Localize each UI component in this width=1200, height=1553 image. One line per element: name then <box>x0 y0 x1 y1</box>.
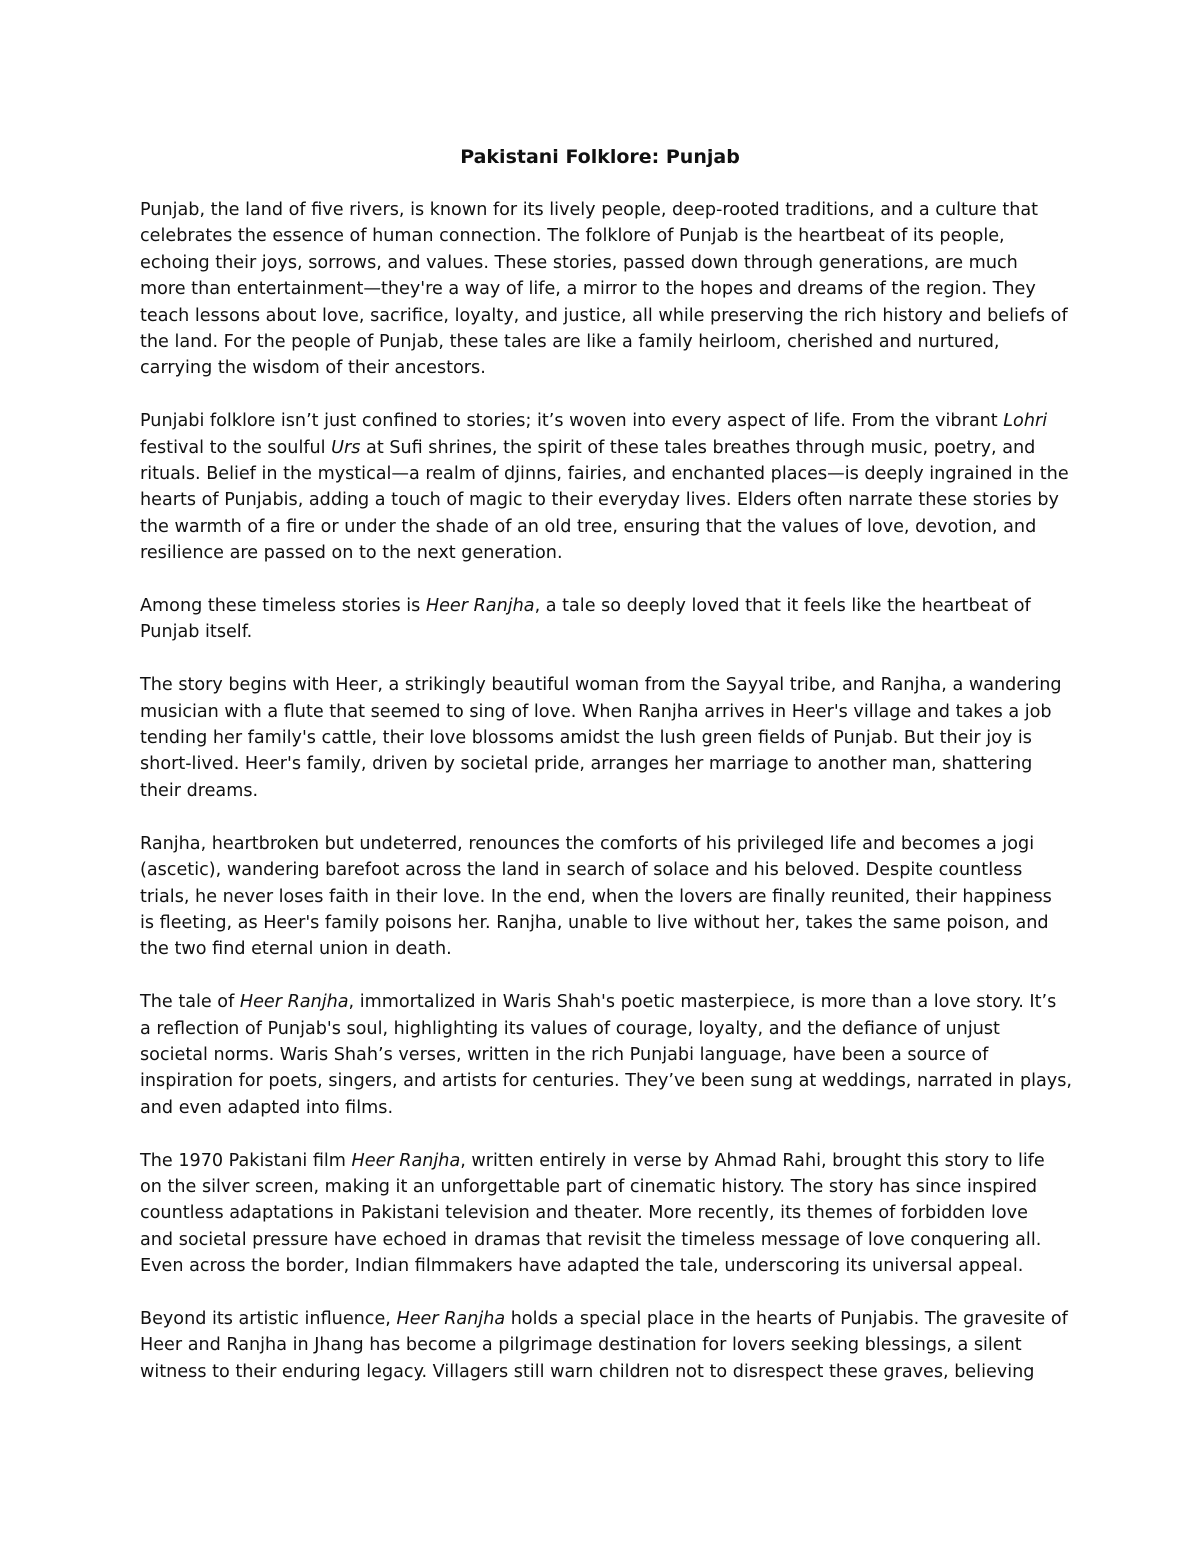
text-line <box>140 303 1070 329</box>
text-line <box>140 514 1070 540</box>
text-run: the two find eternal union in death. <box>140 939 452 960</box>
text-run: Punjab, the land of five rivers, is known for its lively people, deep-rooted traditions, and a culture that <box>140 200 1039 220</box>
text-line <box>140 408 1070 434</box>
text-line <box>140 593 1070 619</box>
text-line <box>140 1359 1070 1385</box>
text-run: festival to the soulful <box>140 437 332 458</box>
text-line <box>140 619 1070 645</box>
text-run: echoing their joys, sorrows, and values. These stories, passed down through generations, are much <box>140 252 1018 273</box>
text-line <box>140 1253 1070 1279</box>
text-run: celebrates the essence of human connection. The folklore of Punjab is the heartbeat of its people, <box>140 226 1005 247</box>
text-line <box>140 1306 1070 1332</box>
text-run: hearts of Punjabis, adding a touch of magic to their everyday lives. Elders often narrate these stories by <box>140 490 1059 511</box>
text-run: The 1970 Pakistani film <box>140 1150 352 1171</box>
text-line <box>140 1200 1070 1226</box>
text-run: Ranjha, heartbroken but undeterred, renounces the comforts of his privileged life and becomes a jogi <box>140 833 1035 854</box>
text-line <box>140 778 1070 804</box>
text-line <box>140 276 1070 302</box>
text-line <box>140 197 1070 223</box>
text-run: societal norms. Waris Shah’s verses, written in the rich Punjabi language, have been a source of <box>140 1044 989 1065</box>
paragraph <box>140 672 1070 804</box>
text-line <box>140 1068 1070 1094</box>
text-run: rituals. Belief in the mystical—a realm of djinns, fairies, and enchanted places—is deeply ingrained in the <box>140 464 1069 485</box>
text-line <box>140 487 1070 513</box>
text-run: , a tale so deeply loved that it feels like the heartbeat of <box>534 596 1031 617</box>
italic-title-text: Urs <box>331 437 361 458</box>
italic-title-text: Heer Ranjha <box>396 1308 506 1329</box>
text-run: on the silver screen, making it an unforgettable part of cinematic history. The story has since inspired <box>140 1176 1038 1197</box>
italic-title-text: Lohri <box>1003 411 1048 432</box>
text-run: a reflection of Punjab's soul, highlighting its values of courage, loyalty, and the defiance of unjust <box>140 1018 1000 1039</box>
text-run: teach lessons about love, sacrifice, loyalty, and justice, all while preserving the rich history and beliefs of <box>140 305 1068 326</box>
text-line <box>140 936 1070 962</box>
text-line <box>140 751 1070 777</box>
text-line <box>140 1016 1070 1042</box>
paragraph <box>140 1306 1070 1385</box>
text-run: , immortalized in Waris Shah's poetic masterpiece, is more than a love story. It’s <box>348 992 1057 1013</box>
text-line <box>140 699 1070 725</box>
italic-title-text: Heer Ranjha <box>239 992 349 1013</box>
text-run: their dreams. <box>140 780 259 801</box>
text-run: carrying the wisdom of their ancestors. <box>140 358 486 379</box>
text-line <box>140 725 1070 751</box>
text-line <box>140 989 1070 1015</box>
text-line <box>140 355 1070 381</box>
paragraph <box>140 989 1070 1121</box>
text-line <box>140 1227 1070 1253</box>
text-line <box>140 329 1070 355</box>
text-run: and societal pressure have echoed in dramas that revisit the timeless message of love conquering all. <box>140 1229 1042 1250</box>
paragraph <box>140 1148 1070 1280</box>
text-run: at Sufi shrines, the spirit of these tales breathes through music, poetry, and <box>360 437 1036 458</box>
text-run: and even adapted into films. <box>140 1097 394 1118</box>
text-line <box>140 461 1070 487</box>
text-run: Among these timeless stories is <box>140 596 426 617</box>
text-line <box>140 1174 1070 1200</box>
text-run: Even across the border, Indian filmmakers have adapted the tale, underscoring its universal appeal. <box>140 1256 1024 1277</box>
paragraph <box>140 197 1070 382</box>
text-run: tending her family's cattle, their love blossoms amidst the lush green fields of Punjab. But their joy is <box>140 728 1032 749</box>
text-run: the warmth of a fire or under the shade of an old tree, ensuring that the values of love, devotion, and <box>140 516 1037 537</box>
text-line <box>140 1042 1070 1068</box>
text-run: countless adaptations in Pakistani television and theater. More recently, its themes of forbidden love <box>140 1203 1028 1224</box>
text-run: The tale of <box>140 992 240 1013</box>
text-run: The story begins with Heer, a strikingly beautiful woman from the Sayyal tribe, and Ranjha, a wandering <box>140 675 1062 696</box>
text-run: resilience are passed on to the next generation. <box>140 543 563 564</box>
text-line <box>140 250 1070 276</box>
text-run: , written entirely in verse by Ahmad Rahi, brought this story to life <box>460 1150 1045 1171</box>
text-line <box>140 435 1070 461</box>
text-run: Beyond its artistic influence, <box>140 1308 397 1329</box>
text-run: Punjab itself. <box>140 622 253 643</box>
text-run: short-lived. Heer's family, driven by societal pride, arranges her marriage to another man, shattering <box>140 754 1033 775</box>
text-line <box>140 540 1070 566</box>
text-run: inspiration for poets, singers, and artists for centuries. They’ve been sung at weddings, narrated in plays, <box>140 1071 1072 1092</box>
text-run: musician with a flute that seemed to sing of love. When Ranjha arrives in Heer's village and takes a job <box>140 701 1052 722</box>
italic-title-text: Heer Ranjha <box>351 1150 461 1171</box>
text-run: is fleeting, as Heer's family poisons her. Ranjha, unable to live without her, takes the same poison, and <box>140 912 1049 933</box>
text-run: (ascetic), wandering barefoot across the land in search of solace and his beloved. Despite countless <box>140 860 1023 881</box>
text-line <box>140 1148 1070 1174</box>
text-run: more than entertainment—they're a way of life, a mirror to the hopes and dreams of the region. They <box>140 279 1036 300</box>
text-run: the land. For the people of Punjab, these tales are like a family heirloom, cherished and nurtured, <box>140 332 1000 353</box>
text-line <box>140 223 1070 249</box>
text-line <box>140 884 1070 910</box>
paragraph <box>140 408 1070 566</box>
text-run: Heer and Ranjha in Jhang has become a pilgrimage destination for lovers seeking blessings, a silent <box>140 1335 1022 1356</box>
italic-title-text: Heer Ranjha <box>425 596 535 617</box>
text-run: trials, he never loses faith in their love. In the end, when the lovers are finally reunited, their happiness <box>140 886 1052 907</box>
text-run: witness to their enduring legacy. Villagers still warn children not to disrespect these graves, believing <box>140 1361 1035 1382</box>
document-title: Pakistani Folklore: Punjab <box>460 146 740 168</box>
text-line <box>140 857 1070 883</box>
text-line <box>140 831 1070 857</box>
text-line <box>140 1332 1070 1358</box>
paragraph <box>140 593 1070 646</box>
text-run: holds a special place in the hearts of Punjabis. The gravesite of <box>505 1308 1068 1329</box>
paragraph <box>140 831 1070 963</box>
text-run: Punjabi folklore isn’t just confined to stories; it’s woven into every aspect of life. From the vibrant <box>140 411 1004 432</box>
text-line <box>140 672 1070 698</box>
document-body <box>140 197 1070 1412</box>
text-line <box>140 1095 1070 1121</box>
text-line <box>140 910 1070 936</box>
